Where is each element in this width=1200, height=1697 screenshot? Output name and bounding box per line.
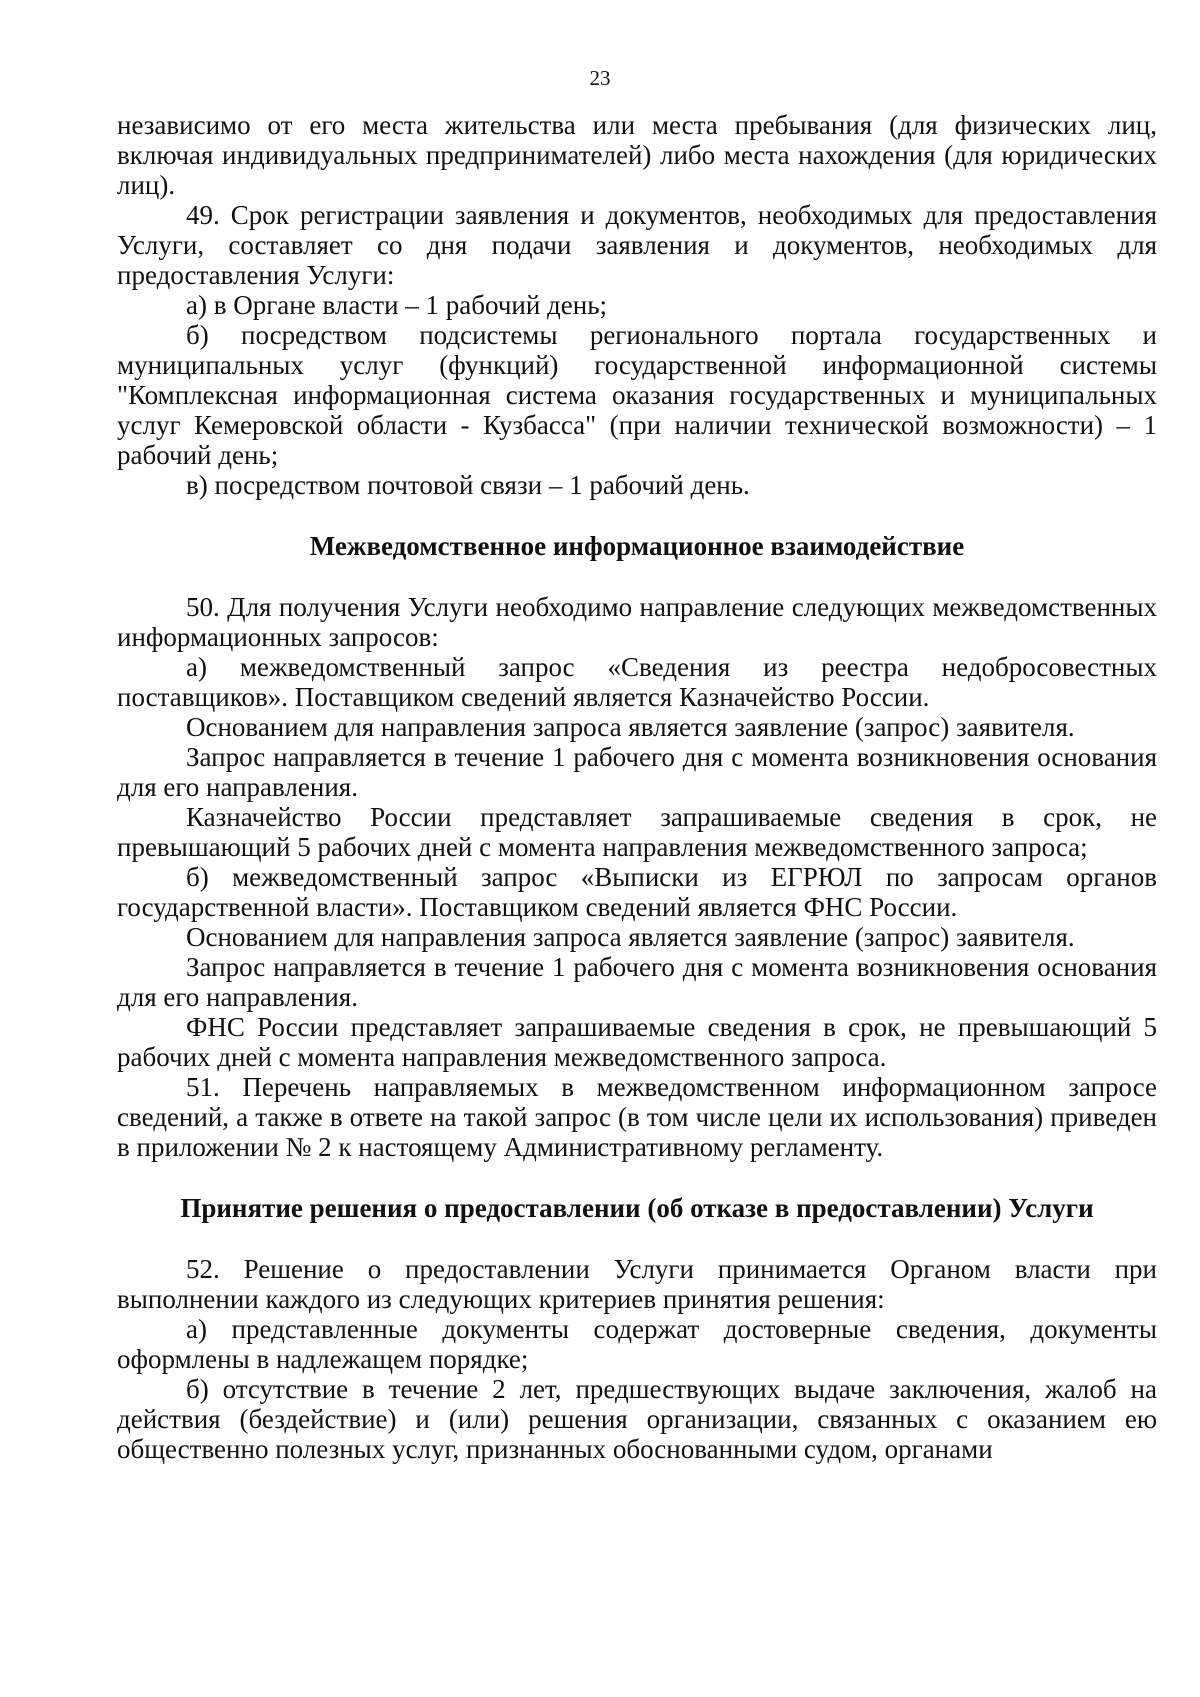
paragraph: а) представленные документы содержат достоверные сведения, документы оформлены в надлежащем порядке; (117, 1314, 1157, 1374)
section-heading: Межведомственное информационное взаимодействие (309, 531, 965, 561)
paragraph: в) посредством почтовой связи – 1 рабочий день. (186, 470, 750, 500)
document-body (117, 110, 1157, 1464)
paragraph: б) межведомственный запрос «Выписки из ЕГРЮЛ по запросам органов государственной власти». Поставщиком сведений является ФНС России. (117, 862, 1157, 922)
paragraph: Запрос направляется в течение 1 рабочего дня с момента возникновения основания для его направления. (117, 742, 1157, 802)
section-heading: Принятие решения о предоставлении (об отказе в предоставлении) Услуги (180, 1193, 1094, 1223)
paragraph: ФНС России представляет запрашиваемые сведения в срок, не превышающий 5 рабочих дней с момента направления межведомственного запроса. (117, 1012, 1157, 1072)
paragraph: 51. Перечень направляемых в межведомственном информационном запросе сведений, а также в ответе на такой запрос (в том числе цели их использования) приведен в приложении № 2 к настоящему Административному регламенту. (117, 1072, 1157, 1162)
paragraph: 52. Решение о предоставлении Услуги принимается Органом власти при выполнении каждого из следующих критериев принятия решения: (117, 1254, 1157, 1314)
paragraph: Казначейство России представляет запрашиваемые сведения в срок, не превышающий 5 рабочих дней с момента направления межведомственного запроса; (117, 802, 1157, 862)
paragraph: б) посредством подсистемы регионального портала государственных и муниципальных услуг (функций) государственной информационной системы "Комплексная информационная система оказания государственных и муниципальных услуг Кемеровской области - Кузбасса" (при наличии технической возможности) – 1 рабочий день; (117, 320, 1157, 470)
page-number: 23 (589, 66, 611, 90)
paragraph: а) в Органе власти – 1 рабочий день; (186, 290, 608, 320)
paragraph: независимо от его места жительства или места пребывания (для физических лиц, включая индивидуальных предпринимателей) либо места нахождения (для юридических лиц). (117, 110, 1157, 200)
paragraph: а) межведомственный запрос «Сведения из реестра недобросовестных поставщиков». Поставщиком сведений является Казначейство России. (117, 652, 1157, 712)
paragraph: Основанием для направления запроса является заявление (запрос) заявителя. (186, 712, 1075, 742)
paragraph: б) отсутствие в течение 2 лет, предшествующих выдаче заключения, жалоб на действия (бездействие) и (или) решения организации, связанных с оказанием ею общественно полезных услуг, признанных обоснованными судом, органами (117, 1374, 1157, 1464)
paragraph: Основанием для направления запроса является заявление (запрос) заявителя. (186, 922, 1075, 952)
paragraph: Запрос направляется в течение 1 рабочего дня с момента возникновения основания для его направления. (117, 952, 1157, 1012)
paragraph: 50. Для получения Услуги необходимо направление следующих межведомственных информационных запросов: (117, 592, 1157, 652)
paragraph: 49. Срок регистрации заявления и документов, необходимых для предоставления Услуги, составляет со дня подачи заявления и документов, необходимых для предоставления Услуги: (117, 200, 1157, 290)
